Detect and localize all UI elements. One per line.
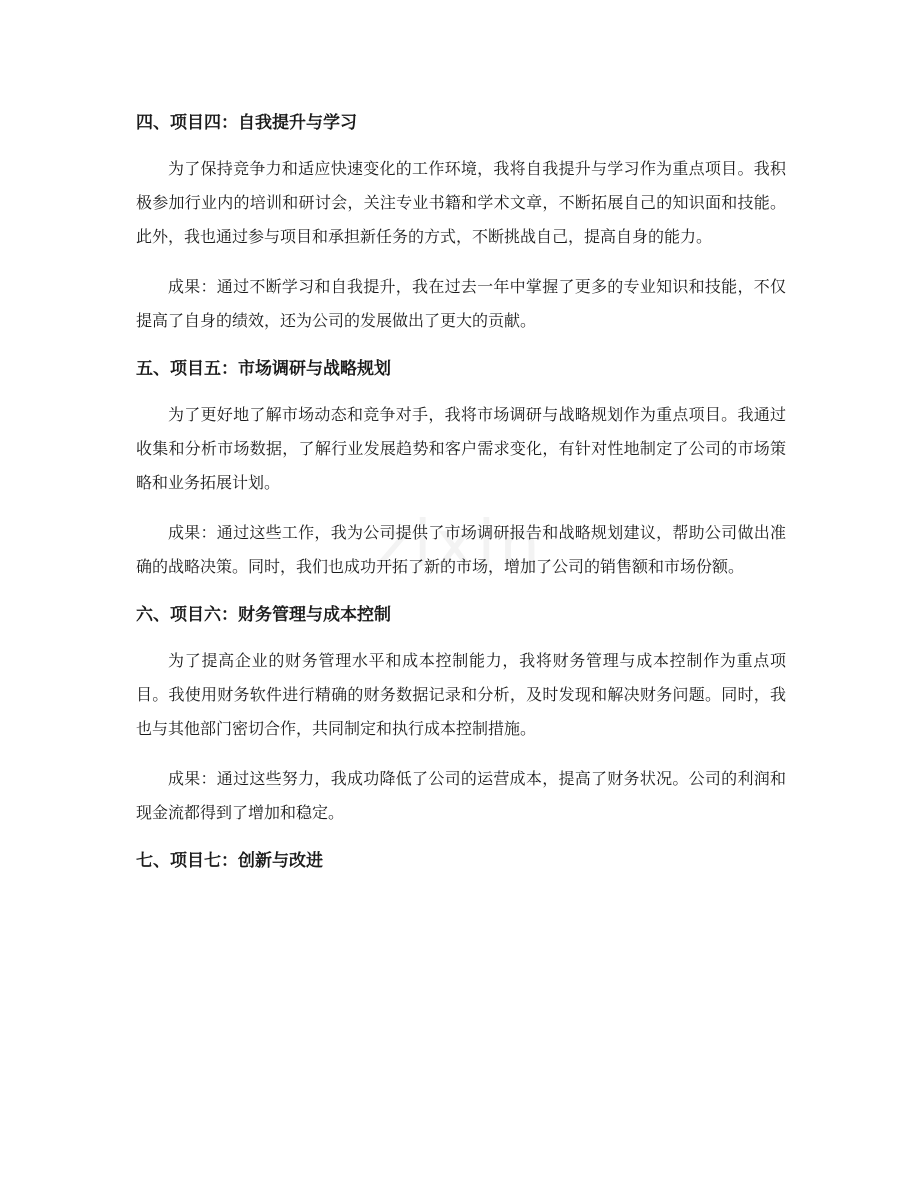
- section-project-5: [136, 354, 786, 584]
- section-result-paragraph: 成果：通过不断学习和自我提升，我在过去一年中掌握了更多的专业知识和技能，不仅提高了自身的绩效，还为公司的发展做出了更大的贡献。: [136, 277, 786, 330]
- section-paragraph: 为了保持竞争力和适应快速变化的工作环境，我将自我提升与学习作为重点项目。我积极参加行业内的培训和研讨会，关注专业书籍和学术文章，不断拓展自己的知识面和技能。此外，我也通过参与项目和承担新任务的方式，不断挑战自己，提高自身的能力。: [136, 159, 786, 246]
- section-paragraph: 为了提高企业的财务管理水平和成本控制能力，我将财务管理与成本控制作为重点项目。我使用财务软件进行精确的财务数据记录和分析，及时发现和解决财务问题。同时，我也与其他部门密切合作，共同制定和执行成本控制措施。: [136, 651, 786, 738]
- section-project-4: [136, 108, 786, 338]
- section-heading: 七、项目七：创新与改进: [136, 851, 323, 871]
- section-project-7: [136, 846, 786, 876]
- section-result-paragraph: 成果：通过这些工作，我为公司提供了市场调研报告和战略规划建议，帮助公司做出准确的战略决策。同时，我们也成功开拓了新的市场，增加了公司的销售额和市场份额。: [136, 523, 786, 576]
- document-body: [136, 108, 786, 890]
- section-result-paragraph: 成果：通过这些努力，我成功降低了公司的运营成本，提高了财务状况。公司的利润和现金流都得到了增加和稳定。: [136, 769, 786, 822]
- section-heading: 五、项目五：市场调研与战略规划: [136, 359, 391, 379]
- section-project-6: [136, 600, 786, 830]
- section-heading: 六、项目六：财务管理与成本控制: [136, 605, 391, 625]
- watermark-logo: zixin: [376, 508, 544, 582]
- section-heading: 四、项目四：自我提升与学习: [136, 113, 357, 133]
- section-paragraph: 为了更好地了解市场动态和竞争对手，我将市场调研与战略规划作为重点项目。我通过收集和分析市场数据，了解行业发展趋势和客户需求变化，有针对性地制定了公司的市场策略和业务拓展计划。: [136, 405, 786, 492]
